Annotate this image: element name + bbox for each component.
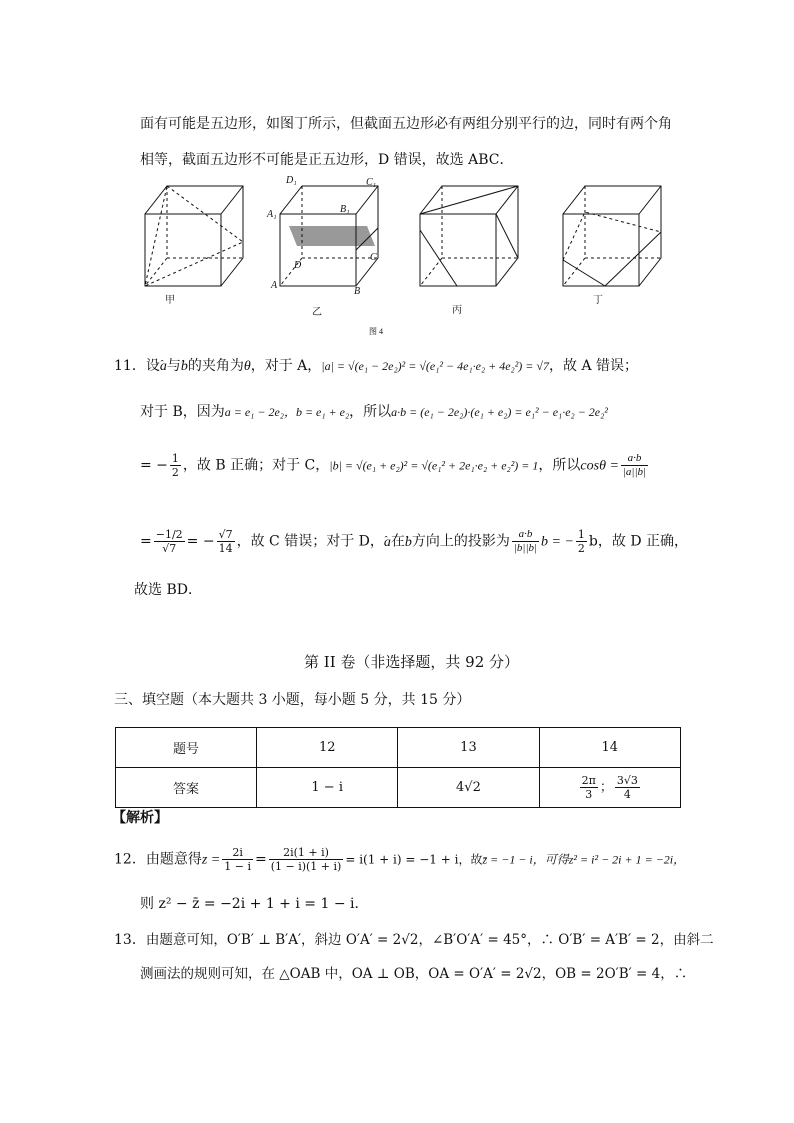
fraction: $\frac{1}{2}$ <box>577 528 585 555</box>
text: ，所以 <box>349 404 392 420</box>
question-number: 13． <box>114 932 146 948</box>
text: 的夹角为 <box>187 358 244 374</box>
q11-line-1 <box>114 356 638 377</box>
figure-caption: 图 4 <box>369 327 383 336</box>
fraction: $\frac{1}{2}$ <box>171 452 179 479</box>
q13-line-2: 测画法的规则可知，在 △OAB 中，OA ⊥ OB，OA = O′A′ = 2√2，OB = 2O′B′ = 4，∴ <box>140 966 688 982</box>
theta: θ <box>243 359 251 374</box>
figure-label-jia: 甲 <box>165 295 175 306</box>
separator: ； <box>599 780 613 795</box>
cube-ding <box>563 186 661 286</box>
vertex-label: B <box>354 286 361 297</box>
paragraph-line: 面有可能是五边形，如图丁所示，但截面五边形必有两组分别平行的边，同时有两个角 <box>140 116 672 132</box>
text: 方向上的投影为 <box>411 533 510 550</box>
text: 在 <box>390 533 405 550</box>
q11-line-3 <box>140 452 650 479</box>
text: = − <box>186 533 215 550</box>
section-title: 第 II 卷（非选择题，共 92 分） <box>304 653 520 671</box>
cube-bing <box>420 186 518 286</box>
formula: z = <box>201 852 221 868</box>
vector-a: ˇ a <box>384 533 391 553</box>
vertex-label: A <box>271 280 278 291</box>
vertex-label: C₁ <box>366 177 377 188</box>
text: 设 <box>145 358 160 374</box>
table-cell: 14 <box>539 728 680 768</box>
part-title: 三、填空题（本大题共 3 小题，每小题 5 分，共 15 分） <box>114 692 471 708</box>
text: ，所以 <box>538 457 581 474</box>
vertex-label: D <box>294 260 302 271</box>
text: 对于 B，因为 <box>140 404 225 420</box>
formula: cosθ = <box>580 458 619 474</box>
text: ，故 B 正确；对于 C， <box>182 457 330 474</box>
formula: a = e₁ − 2e₂，b = e₁ + e₂ <box>224 405 350 419</box>
text: ，对于 A， <box>250 358 322 374</box>
vertex-label: A₁ <box>267 209 277 220</box>
table-cell: 13 <box>398 728 539 768</box>
vector-b: ˇ b <box>405 533 412 553</box>
fraction: $\frac{√7}{14}$ <box>218 528 233 555</box>
formula: |a| = √(e₁ − 2e₂)² = √(e₁² − 4e₁·e₂ + 4e₂²) = √7 <box>321 359 549 373</box>
fraction: $\frac{2i}{1 - i}$ <box>224 846 251 873</box>
vertex-label: B₁ <box>340 204 350 215</box>
table-cell: 4√2 <box>398 768 539 808</box>
formula: z² = i² − 2i + 1 = −2i， <box>568 852 686 867</box>
formula: b = − <box>541 534 574 550</box>
q11-line-2 <box>140 402 608 422</box>
fraction: $\frac{a\cdot b}{|a||b|}$ <box>622 452 647 478</box>
cube-jia <box>145 186 243 286</box>
text: b，故 D 正确， <box>588 533 688 550</box>
text: = <box>140 533 152 550</box>
question-number: 11． <box>114 358 146 374</box>
table-cell <box>539 768 680 808</box>
paragraph-line: 相等，截面五边形不可能是正五边形，D 错误，故选 ABC． <box>140 152 514 168</box>
formula: a·b = (e₁ − 2e₂)·(e₁ + e₂) = e₁² − e₁·e₂ − 2e₂² <box>391 405 608 419</box>
table-cell: 答案 <box>116 768 257 808</box>
vertex-label: C <box>370 252 377 263</box>
fraction: $\frac{-1/2}{√7}$ <box>155 528 183 555</box>
table-cell: 12 <box>257 728 398 768</box>
fraction: $\frac{a\cdot b}{|b||b|}$ <box>513 528 537 554</box>
q11-line-4 <box>140 528 688 555</box>
question-number: 12． <box>114 851 146 868</box>
q12-line-1: 12．由题意得z = $\frac{2i}{1 - i}$ = $\frac{2i(1 + i)}{(1 - i)(1 + i)}$ = i(1 + i) = −1 + i，故z̄ = −1 − i，可得z² = i² − 2i + 1 = −2i， <box>114 846 686 873</box>
q12-line-2: 则 z² − z̄ = −2i + 1 + i = 1 − i． <box>140 896 369 912</box>
formula: z̄ = −1 − i，可得 <box>482 852 569 867</box>
cube-yi <box>280 186 378 286</box>
cube-figure <box>135 172 665 342</box>
text: 由题意得 <box>145 851 202 868</box>
fraction: $\frac{3√3}{4}$ <box>616 774 638 801</box>
table-row <box>116 768 681 808</box>
text: = − <box>140 457 168 474</box>
formula: |b| = √(e₁ + e₂)² = √(e₁² + 2e₁·e₂ + e₂²) = 1 <box>329 458 539 473</box>
q11-line-5: 故选 BD． <box>134 582 202 598</box>
q13-line-1 <box>114 930 714 950</box>
figure-label-bing: 丙 <box>452 305 462 316</box>
figure-label-yi: 乙 <box>312 307 322 318</box>
figure-label-ding: 丁 <box>593 295 603 306</box>
analysis-label: 【解析】 <box>112 810 168 826</box>
text: = i(1 + i) = −1 + i，故 <box>345 852 483 867</box>
text: 与 <box>166 358 181 374</box>
fraction: $\frac{2\pi}{3}$ <box>581 774 596 801</box>
vector-b: ˇ b <box>181 357 188 377</box>
table-cell: 题号 <box>116 728 257 768</box>
table-row <box>116 728 681 768</box>
table-cell: 1 − i <box>257 768 398 808</box>
vertex-label: D₁ <box>286 175 297 186</box>
text: ，故 C 错误；对于 D， <box>236 533 384 550</box>
answer-table <box>115 727 681 808</box>
text: ，故 A 错误； <box>549 358 639 374</box>
vector-a: ˇ a <box>160 357 167 377</box>
fraction: $\frac{2i(1 + i)}{(1 - i)(1 + i)}$ <box>270 846 342 873</box>
text: 由题意可知，O′B′ ⊥ B′A′，斜边 O′A′ = 2√2，∠B′O′A′ = 45°，∴ O′B′ = A′B′ = 2，由斜二 <box>145 932 714 948</box>
